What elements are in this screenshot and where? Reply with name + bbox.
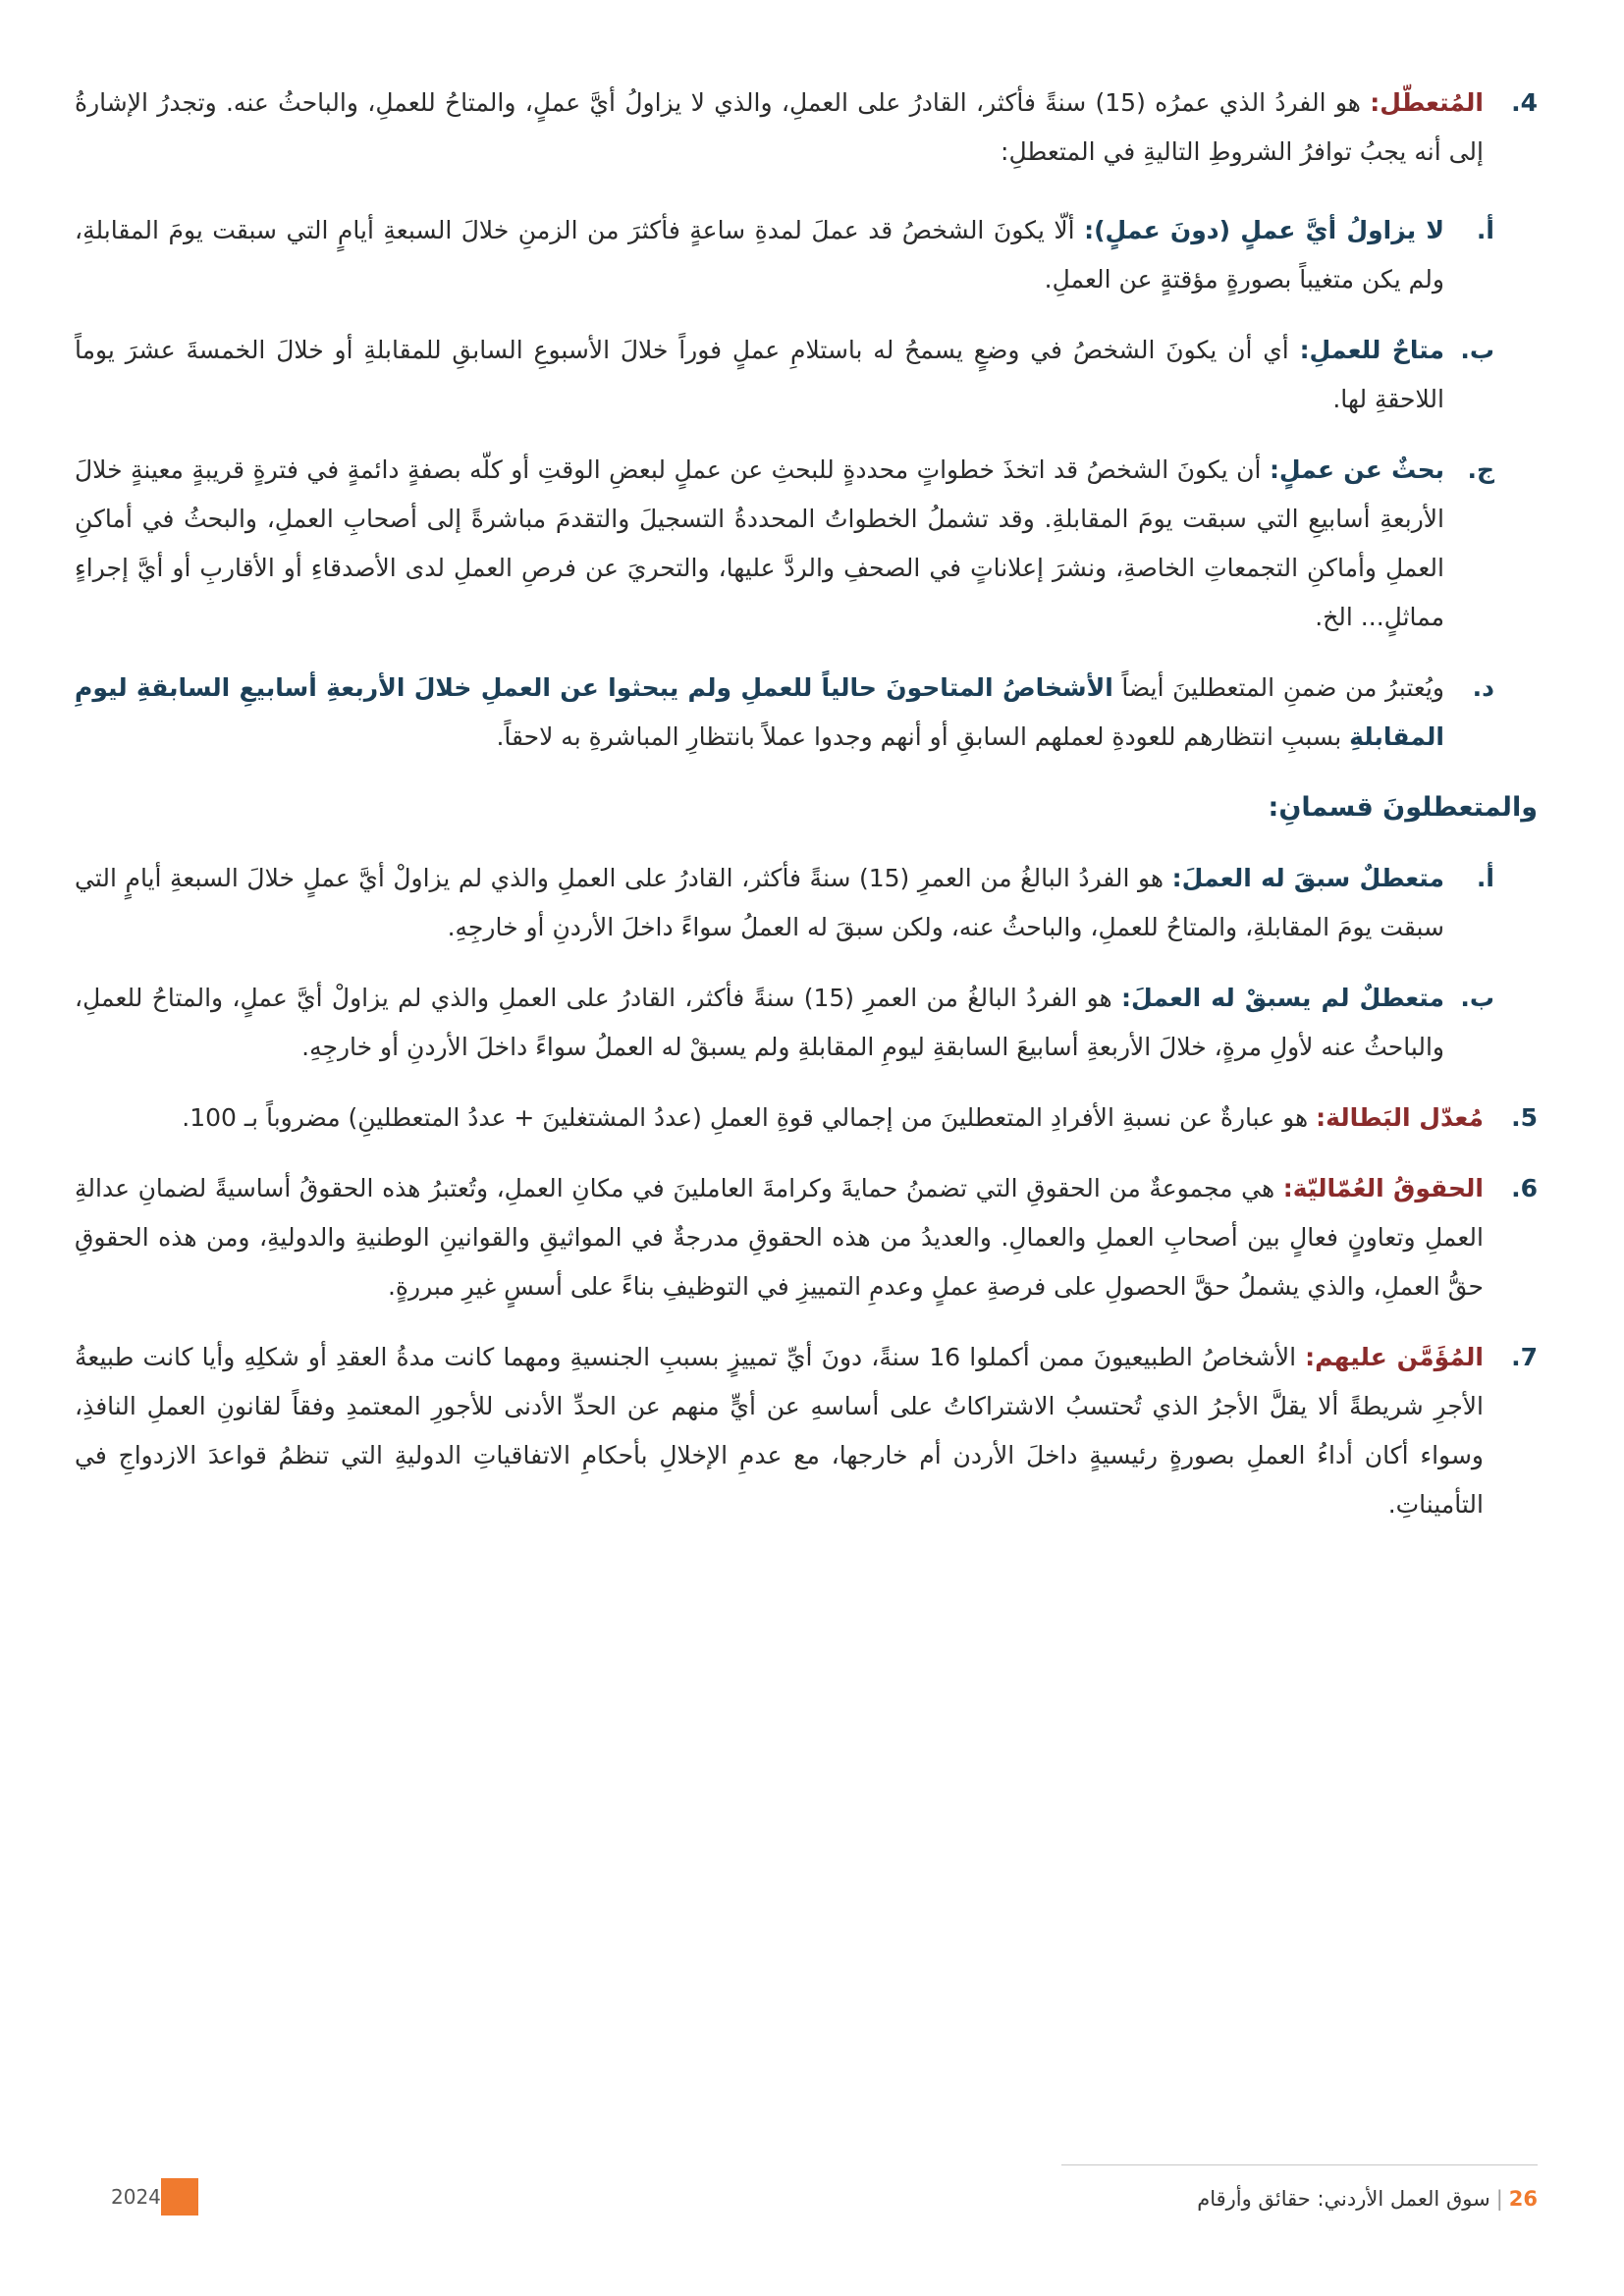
definition-text: هو عبارةٌ عن نسبةِ الأفرادِ المتعطلينَ من إجمالي قوةِ العملِ (عددُ المشتغلينَ + عددُ المتعطلينِ) مضروباً بـ 100. [182,1103,1317,1132]
item-term: متعطلٌ لم يسبقْ له العملَ: [1121,984,1444,1012]
definition-text: هي مجموعةٌ من الحقوقِ التي تضمنُ حمايةَ وكرامةَ العاملينَ في مكانِ العملِ، وتُعتبرُ هذه الحقوقُ أساسيةً لضمانِ عدالةِ العملِ وتعاونٍ فعالٍ بين أصحابِ العملِ والعمالِ. والعديدُ من هذه الحقوقِ مدرجةٌ في المواثيقِ والقوانينِ الوطنيةِ والدوليةِ، ومن هذه الحقوقِ حقُّ العملِ، والذي يشملُ حقَّ الحصولِ على فرصةِ عملٍ وعدمِ التمييزِ في التوظيفِ بناءً على أسسٍ غيرِ مبررةٍ. [75,1174,1484,1301]
item-text: ويُعتبرُ من ضمنِ المتعطلينَ أيضاً [1112,673,1444,702]
section-number: 6. [1511,1174,1538,1202]
footer-title: سوق العمل الأردني: حقائق وأرقام [1197,2187,1490,2211]
condition-item [75,206,1538,304]
item-letter: ب. [1460,984,1494,1012]
item-text: هو الفردُ البالغُ من العمرِ (15) سنةً فأكثر، القادرُ على العملِ والذي لم يزاولْ أيَّ عملٍ، والمتاحُ للعملِ، والباحثُ عنه لأولِ مرةٍ، خلالَ الأربعةِ أسابيعَ السابقةِ ليومِ المقابلةِ ولم يسبقْ له العملُ سواءً داخلَ الأردنِ أو خارجِهِ. [75,984,1444,1061]
item-text: هو الفردُ البالغُ من العمرِ (15) سنةً فأكثر، القادرُ على العملِ والذي لم يزاولْ أيَّ عملٍ خلالَ السبعةِ أيامٍ التي سبقت يومَ المقابلةِ، والمتاحُ للعملِ، والباحثُ عنه، ولكن سبقَ له العملُ سواءً داخلَ الأردنِ أو خارجِهِ. [75,864,1444,941]
content [75,79,1538,1529]
term-labor-rights: الحقوقُ العُمّاليّة: [1282,1174,1484,1202]
section-7 [75,1333,1538,1529]
condition-item [75,446,1538,642]
section-4 [75,79,1538,177]
term-unemployed: المُتعطّل: [1370,88,1484,117]
section-number: 5. [1511,1103,1538,1132]
section-number: 4. [1511,88,1538,117]
item-term: بحثٌ عن عملٍ: [1269,455,1444,484]
item-term: متعطلٌ سبقَ له العملَ: [1171,864,1444,892]
section-5 [75,1094,1538,1143]
footer-divider [1061,2164,1538,2165]
item-text: أن يكونَ الشخصُ قد اتخذَ خطواتٍ محددةٍ للبحثِ عن عملٍ لبعضِ الوقتِ أو كلّه بصفةٍ دائمةٍ في فترةٍ قريبةٍ معينةٍ خلالَ الأربعةِ أسابيعِ التي سبقت يومَ المقابلةِ. وقد تشملُ الخطواتُ المحددةُ التسجيلَ والتقدمَ مباشرةً إلى أصحابِ العملِ، والبحثُ في أماكنِ العملِ وأماكنِ التجمعاتِ الخاصةِ، ونشرَ إعلاناتٍ في الصحفِ والردَّ عليها، والتحريَ عن فرصِ العملِ لدى الأصدقاءِ أو الأقاربِ أو أيَّ إجراءٍ مماثلٍ... الخ. [75,455,1444,631]
type-item [75,974,1538,1072]
item-letter: د. [1472,673,1494,702]
definition-text: الأشخاصُ الطبيعيونَ ممن أكملوا 16 سنةً، دونَ أيِّ تمييزٍ بسببِ الجنسيةِ ومهما كانت مدةُ العقدِ أو شكلِهِ وأيا كانت طبيعةُ الأجرِ شريطةً ألا يقلَّ الأجرُ الذي تُحتسبُ الاشتراكاتُ على أساسهِ عن أيٍّ منهم عن الحدِّ الأدنى للأجورِ المعتمدِ وفقاً لقانونِ العملِ النافذِ، وسواء أكان أداءُ العملِ بصورةٍ رئيسيةٍ داخلَ الأردن أم خارجها، مع عدمِ الإخلالِ بأحكامِ الاتفاقياتِ الدوليةِ التي تنظمُ قواعدَ الازدواجِ في التأميناتِ. [75,1343,1484,1519]
section-number: 7. [1511,1343,1538,1371]
item-letter: ج. [1467,455,1494,484]
term-unemployment-rate: مُعدّل البَطالة: [1316,1103,1484,1132]
footer-year-block [95,2178,198,2216]
item-text: أي أن يكونَ الشخصُ في وضعٍ يسمحُ له باستلامِ عملٍ فوراً خلالَ الأسبوعِ السابقِ للمقابلةِ أو خلالَ الخمسةَ عشرَ يوماً اللاحقةِ لها. [75,336,1444,413]
footer-year: 2024 [111,2185,161,2209]
condition-item [75,664,1538,762]
item-letter: ب. [1460,336,1494,364]
footer-title-block [1197,2187,1538,2211]
condition-item [75,326,1538,424]
definition-text: هو الفردُ الذي عمرُه (15) سنةً فأكثر، القادرُ على العملِ، والذي لا يزاولُ أيَّ عملٍ، والمتاحُ للعملِ، والباحثُ عنه. وتجدرُ الإشارةُ إلى أنه يجبُ توافرُ الشروطِ التاليةِ في المتعطلِ: [75,88,1484,166]
item-bold-text: الأشخاصُ المتاحونَ حالياً للعملِ ولم يبحثوا عن العملِ خلالَ الأربعةِ أسابيعِ السابقةِ ليومِ المقابلةِ [75,673,1444,751]
item-text: ألّا يكونَ الشخصُ قد عملَ لمدةِ ساعةٍ فأكثرَ من الزمنِ خلالَ السبعةِ أيامٍ التي سبقت يومَ المقابلةِ، ولم يكن متغيباً بصورةٍ مؤقتةٍ عن العملِ. [75,216,1444,294]
term-insured: المُؤَمَّن عليهم: [1305,1343,1484,1371]
type-item [75,854,1538,952]
item-letter: أ. [1476,216,1494,244]
page-number: 26 [1508,2187,1538,2211]
item-term: متاحٌ للعملِ: [1299,336,1444,364]
orange-square-icon [161,2178,198,2216]
item-letter: أ. [1476,864,1494,892]
item-term: لا يزاولُ أيَّ عملٍ (دونَ عملٍ): [1084,216,1445,244]
footer-separator: | [1495,2187,1503,2211]
item-text: بسببِ انتظارهم للعودةِ لعملهم السابقِ أو أنهم وجدوا عملاً بانتظارِ المباشرةِ به لاحقاً. [496,722,1350,751]
types-heading: والمتعطلونَ قسمانِ: [1268,792,1538,823]
section-6 [75,1164,1538,1311]
